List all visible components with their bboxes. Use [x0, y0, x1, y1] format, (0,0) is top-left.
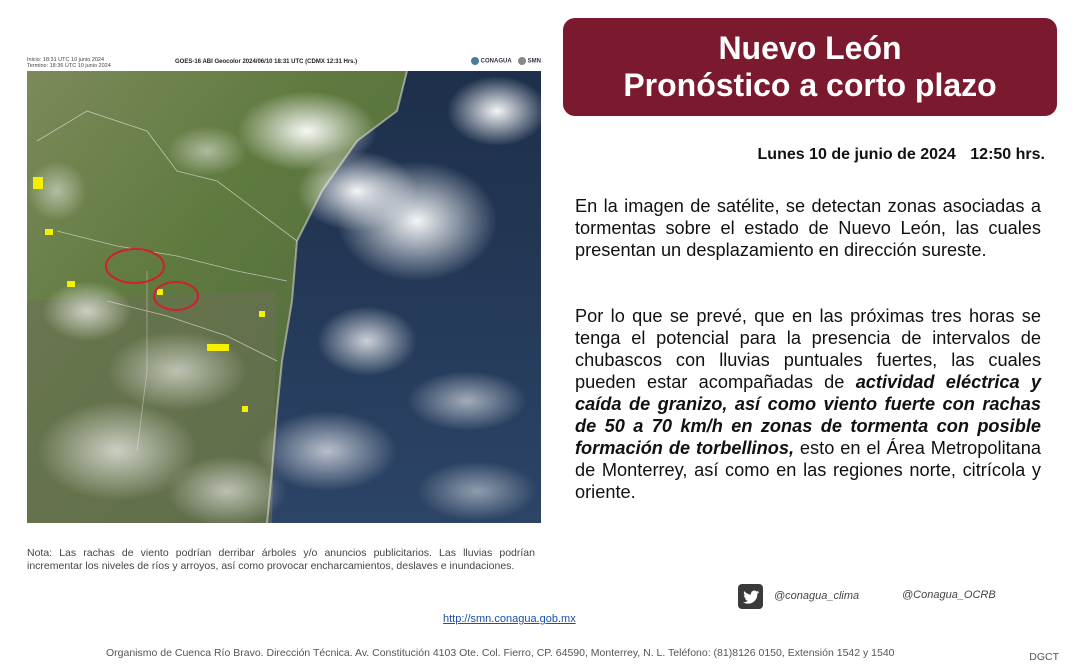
smn-logo: SMN — [518, 57, 541, 65]
date-time — [758, 146, 1045, 164]
twitter-handle-ocrb[interactable]: @Conagua_OCRB — [902, 589, 996, 601]
social-handles — [738, 584, 1028, 610]
satellite-title: GOES-16 ABI Geocolor 2024/06/10 18:31 UTC (CDMX 12:31 Hrs.) — [175, 59, 358, 65]
conagua-logo: CONAGUA — [471, 57, 512, 65]
note-label: Nota: — [27, 547, 53, 559]
note-text: Las rachas de viento podrían derribar árboles y/o anuncios publicitarios. Las lluvias podrían incrementar los niveles de ríos y arroyos, así como provocar encharcamientos, deslaves e inundaciones. — [27, 547, 535, 572]
agency-logos — [471, 57, 541, 65]
forecast-description — [575, 305, 1041, 503]
footer-address: Organismo de Cuenca Río Bravo. Dirección Técnica. Av. Constitución 4103 Ote. Col. Fierro, CP. 64590, Monterrey, N. L. Teléfono: (81)8126 0150, Extensión 1542 y 1540 — [106, 647, 895, 659]
forecast-time: 12:50 hrs. — [970, 146, 1045, 163]
note — [27, 547, 535, 573]
footer-code: DGCT — [1029, 651, 1059, 663]
smn-link[interactable]: http://smn.conagua.gob.mx — [443, 613, 576, 625]
state-title: Nuevo León — [718, 30, 902, 66]
twitter-icon[interactable] — [738, 584, 763, 609]
satellite-image — [27, 71, 541, 523]
forecast-outro: esto en el Área Metropolitana de Monterrey, así como en las regiones norte, citrícola y oriente. — [575, 438, 1042, 502]
forecast-emphasis: actividad eléctrica y caída de granizo, así como viento fuerte con rachas de 50 a 70 km/h en zonas de tormenta con posible formación de torbellinos, — [575, 372, 1041, 458]
satellite-timestamps — [27, 57, 117, 69]
forecast-date: Lunes 10 de junio de 2024 — [757, 146, 956, 163]
forecast-intro: Por lo que se prevé, que en las próximas tres horas se tenga el potencial para la presencia de intervalos de chubascos con lluvias puntuales fuertes, las cuales pueden estar acompañadas de — [575, 306, 1041, 392]
forecast-title: Pronóstico a corto plazo — [623, 67, 997, 103]
satellite-start-time: Inicio: 18:31 UTC 10 junio 2024 — [27, 57, 105, 63]
satellite-description: En la imagen de satélite, se detectan zonas asociadas a tormentas sobre el estado de Nuevo León, las cuales presentan un desplazamiento en dirección sureste. — [575, 196, 1041, 260]
satellite-header — [27, 57, 541, 71]
satellite-end-time: Termino: 18:36 UTC 10 junio 2024 — [27, 63, 111, 69]
title-banner — [563, 18, 1057, 116]
twitter-handle-clima[interactable]: @conagua_clima — [774, 590, 860, 602]
